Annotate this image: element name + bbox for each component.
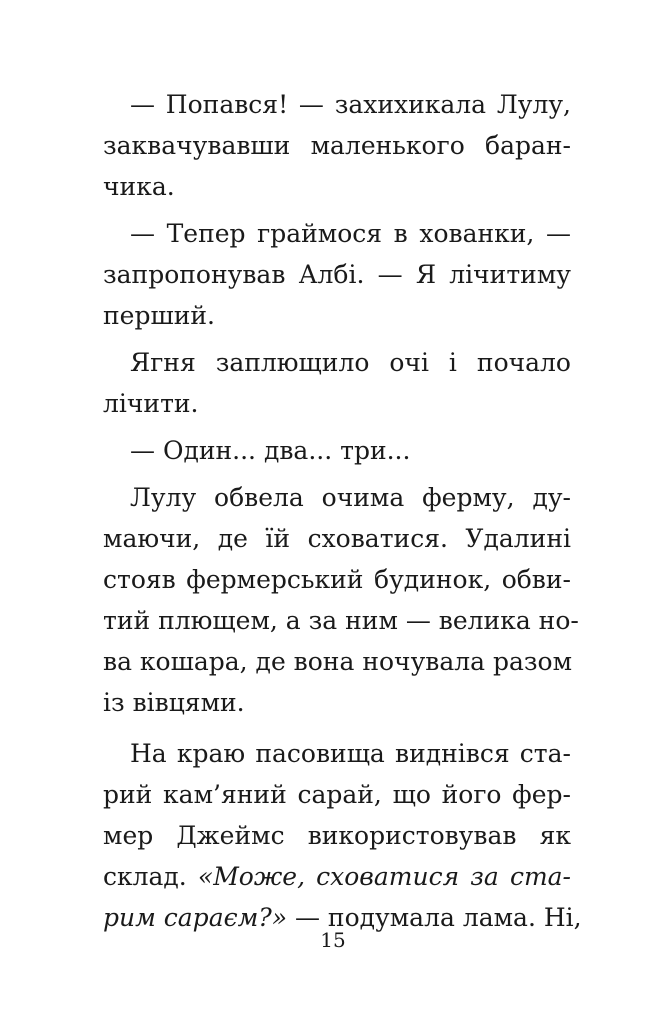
text-line: — Тепер граймося в хованки, — [130, 219, 571, 248]
paragraph [103, 84, 571, 207]
text-line [103, 856, 571, 897]
text-line: запропонував Албі. — Я лічитиму [103, 260, 571, 289]
text-line: Ягня заплющило очі і почало [130, 348, 571, 377]
paragraph [103, 733, 582, 938]
text-line: заквачувавши маленького баран- [103, 131, 571, 160]
paragraph [103, 213, 571, 336]
text-line: чика. [103, 172, 175, 201]
text-line: — Попався! — захихикала Лулу, [130, 90, 571, 119]
text-line: перший. [103, 301, 215, 330]
page-number: 15 [320, 928, 346, 952]
text-line: — Один... два... три... [130, 436, 411, 465]
paragraph [103, 342, 571, 424]
text-line: мер Джеймс використовував як [103, 821, 571, 850]
text-run: склад. [103, 862, 198, 891]
italic-text-run: рим сараєм?» [103, 903, 288, 932]
text-line: Лулу обвела очима ферму, ду- [130, 483, 571, 512]
text-line: ва кошара, де вона ночувала разом [103, 647, 573, 676]
text-run: — подумала лама. Ні, [287, 903, 582, 932]
paragraph [103, 430, 571, 471]
text-line: маючи, де їй сховатися. Удалині [103, 524, 571, 553]
paragraph [103, 477, 579, 723]
text-line: стояв фермерський будинок, обви- [103, 565, 571, 594]
text-line: тий плющем, а за ним — велика но- [103, 606, 579, 635]
text-line: із вівцями. [103, 688, 245, 717]
text-line: рий кам’яний сарай, що його фер- [103, 780, 571, 809]
text-line: лічити. [103, 389, 199, 418]
text-line: На краю пасовища виднівся ста- [130, 739, 571, 768]
body-text [103, 84, 582, 938]
italic-text-run: «Може, сховатися за ста- [197, 862, 572, 891]
